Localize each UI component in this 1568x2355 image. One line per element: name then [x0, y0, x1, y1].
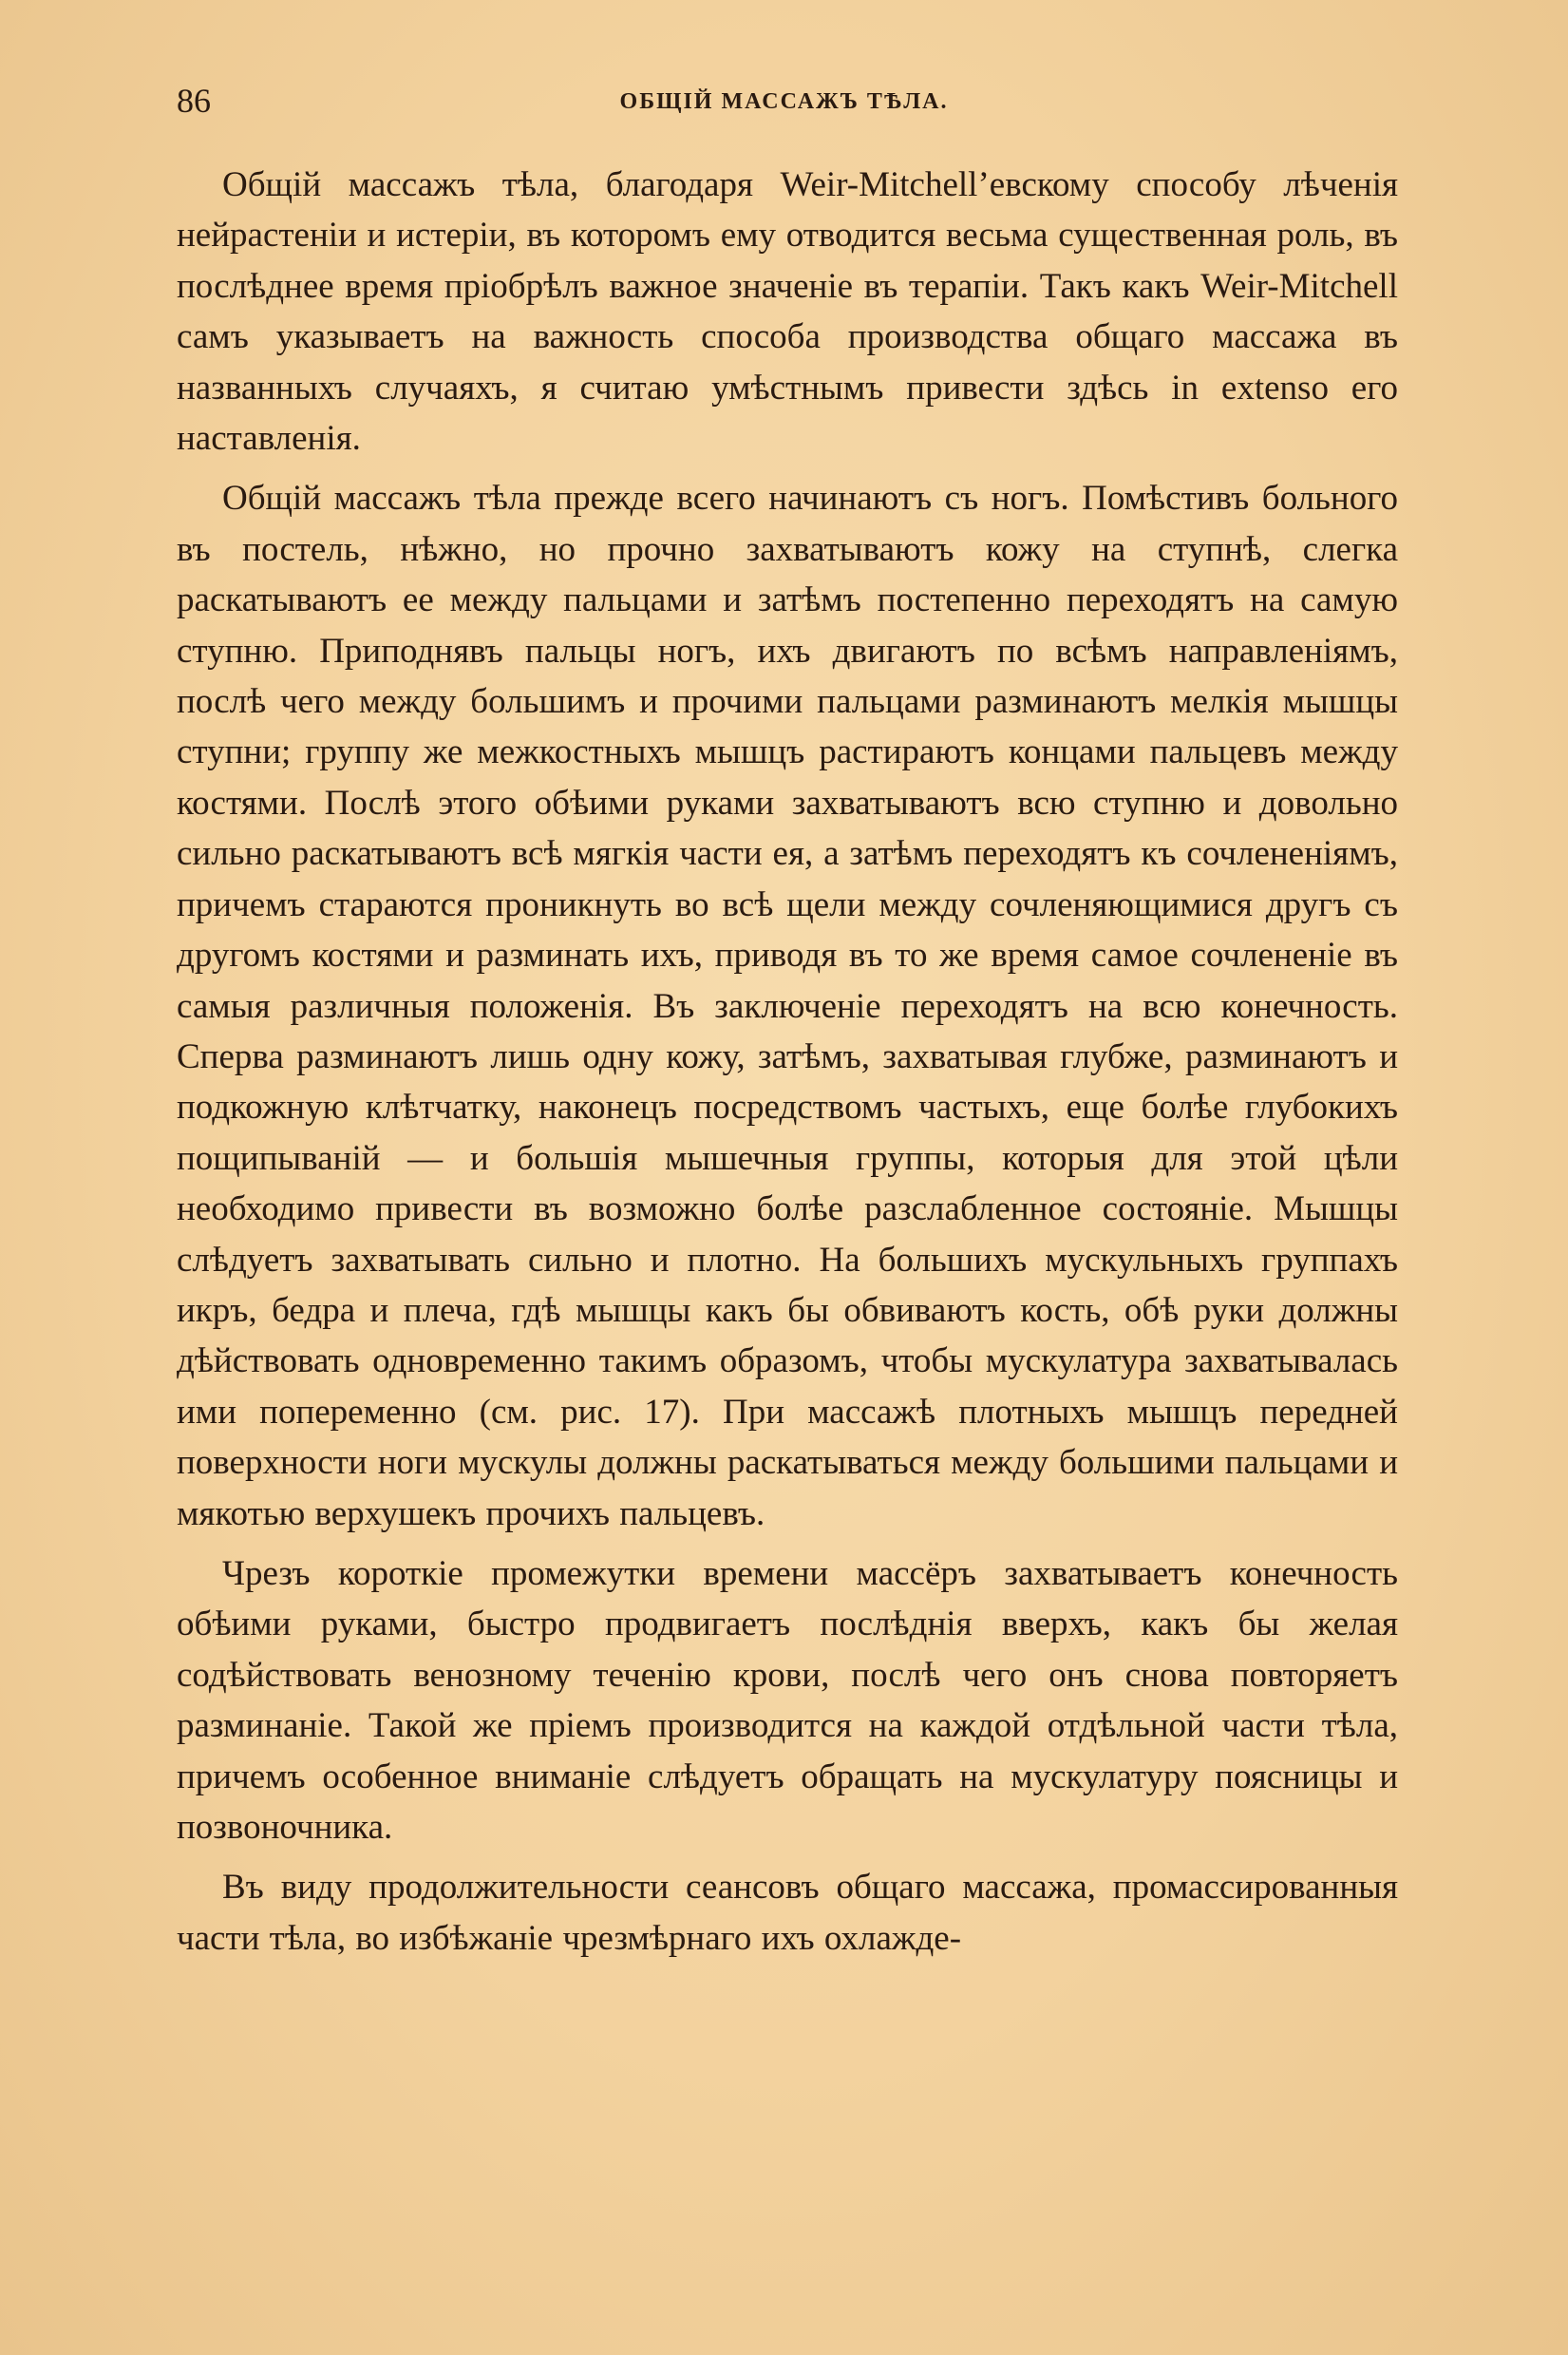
paragraph: Общій массажъ тѣла прежде всего начинаютъ съ ногъ. Помѣстивъ больного въ постель, нѣжно, но прочно захватываютъ кожу на ступнѣ, слегка раскатываютъ ее между пальцами и затѣмъ постепенно переходятъ на самую ступню. Приподнявъ пальцы ногъ, ихъ двигаютъ по всѣмъ направленіямъ, послѣ чего между большимъ и прочими пальцами разминаютъ мелкія мышцы ступни; группу же межкостныхъ мышцъ растираютъ концами пальцевъ между костями. Послѣ этого обѣими руками захватываютъ всю ступню и довольно сильно раскатываютъ всѣ мягкія части ея, а затѣмъ переходятъ къ сочлененіямъ, причемъ стараются проникнуть во всѣ щели между сочленяющимися другъ съ другомъ костями и разминать ихъ, приводя въ то же время самое сочлененіе въ самыя различныя положенія. Въ заключеніе переходятъ на всю конечность. Сперва разминаютъ лишь одну кожу, затѣмъ, захватывая глубже, разминаютъ и подкожную клѣтчатку, наконецъ посредствомъ частыхъ, еще болѣе глубокихъ пощипываній — и большія мышечныя группы, которыя для этой цѣли необходимо привести въ возможно болѣе разслабленное состояніе. Мышцы слѣдуетъ захватывать сильно и плотно. На большихъ мускульныхъ группахъ икръ, бедра и плеча, гдѣ мышцы какъ бы обвиваютъ кость, обѣ руки должны дѣйствовать одновременно такимъ образомъ, чтобы мускулатура захватывалась ими попеременно (см. рис. 17). При массажѣ плотныхъ мышцъ передней поверхности ноги мускулы должны раскатываться между большими пальцами и мякотью верхушекъ прочихъ пальцевъ. [177, 479, 1398, 1533]
paragraph: Въ виду продолжительности сеансовъ общаго массажа, промассированныя части тѣла, во избѣжаніе чрезмѣрнаго ихъ охлажде- [177, 1868, 1398, 1958]
running-title: ОБЩІЙ МАССАЖЪ ТѢЛА. [619, 89, 949, 114]
paragraph: Чрезъ короткіе промежутки времени массёръ захватываетъ конечность обѣими руками, быстро продвигаетъ послѣднія вверхъ, какъ бы желая содѣйствовать венозному теченію крови, послѣ чего онъ снова повторяетъ разминаніе. Такой же пріемъ производится на каждой отдѣльной части тѣла, причемъ особенное вниманіе слѣдуетъ обращать на мускулатуру поясницы и позвоночника. [177, 1553, 1398, 1847]
page-number: 86 [177, 82, 211, 120]
body-text [177, 160, 1398, 1973]
paragraph: Общій массажъ тѣла, благодаря Weir-Mitchell’евскому способу лѣченія нейрастеніи и истеріи, въ которомъ ему отводится весьма существенная роль, въ послѣднее время пріобрѣлъ важное значеніе въ терапіи. Такъ какъ Weir-Mitchell самъ указываетъ на важность способа производства общаго массажа въ названныхъ случаяхъ, я считаю умѣстнымъ привести здѣсь in extenso его наставленія. [177, 165, 1398, 459]
